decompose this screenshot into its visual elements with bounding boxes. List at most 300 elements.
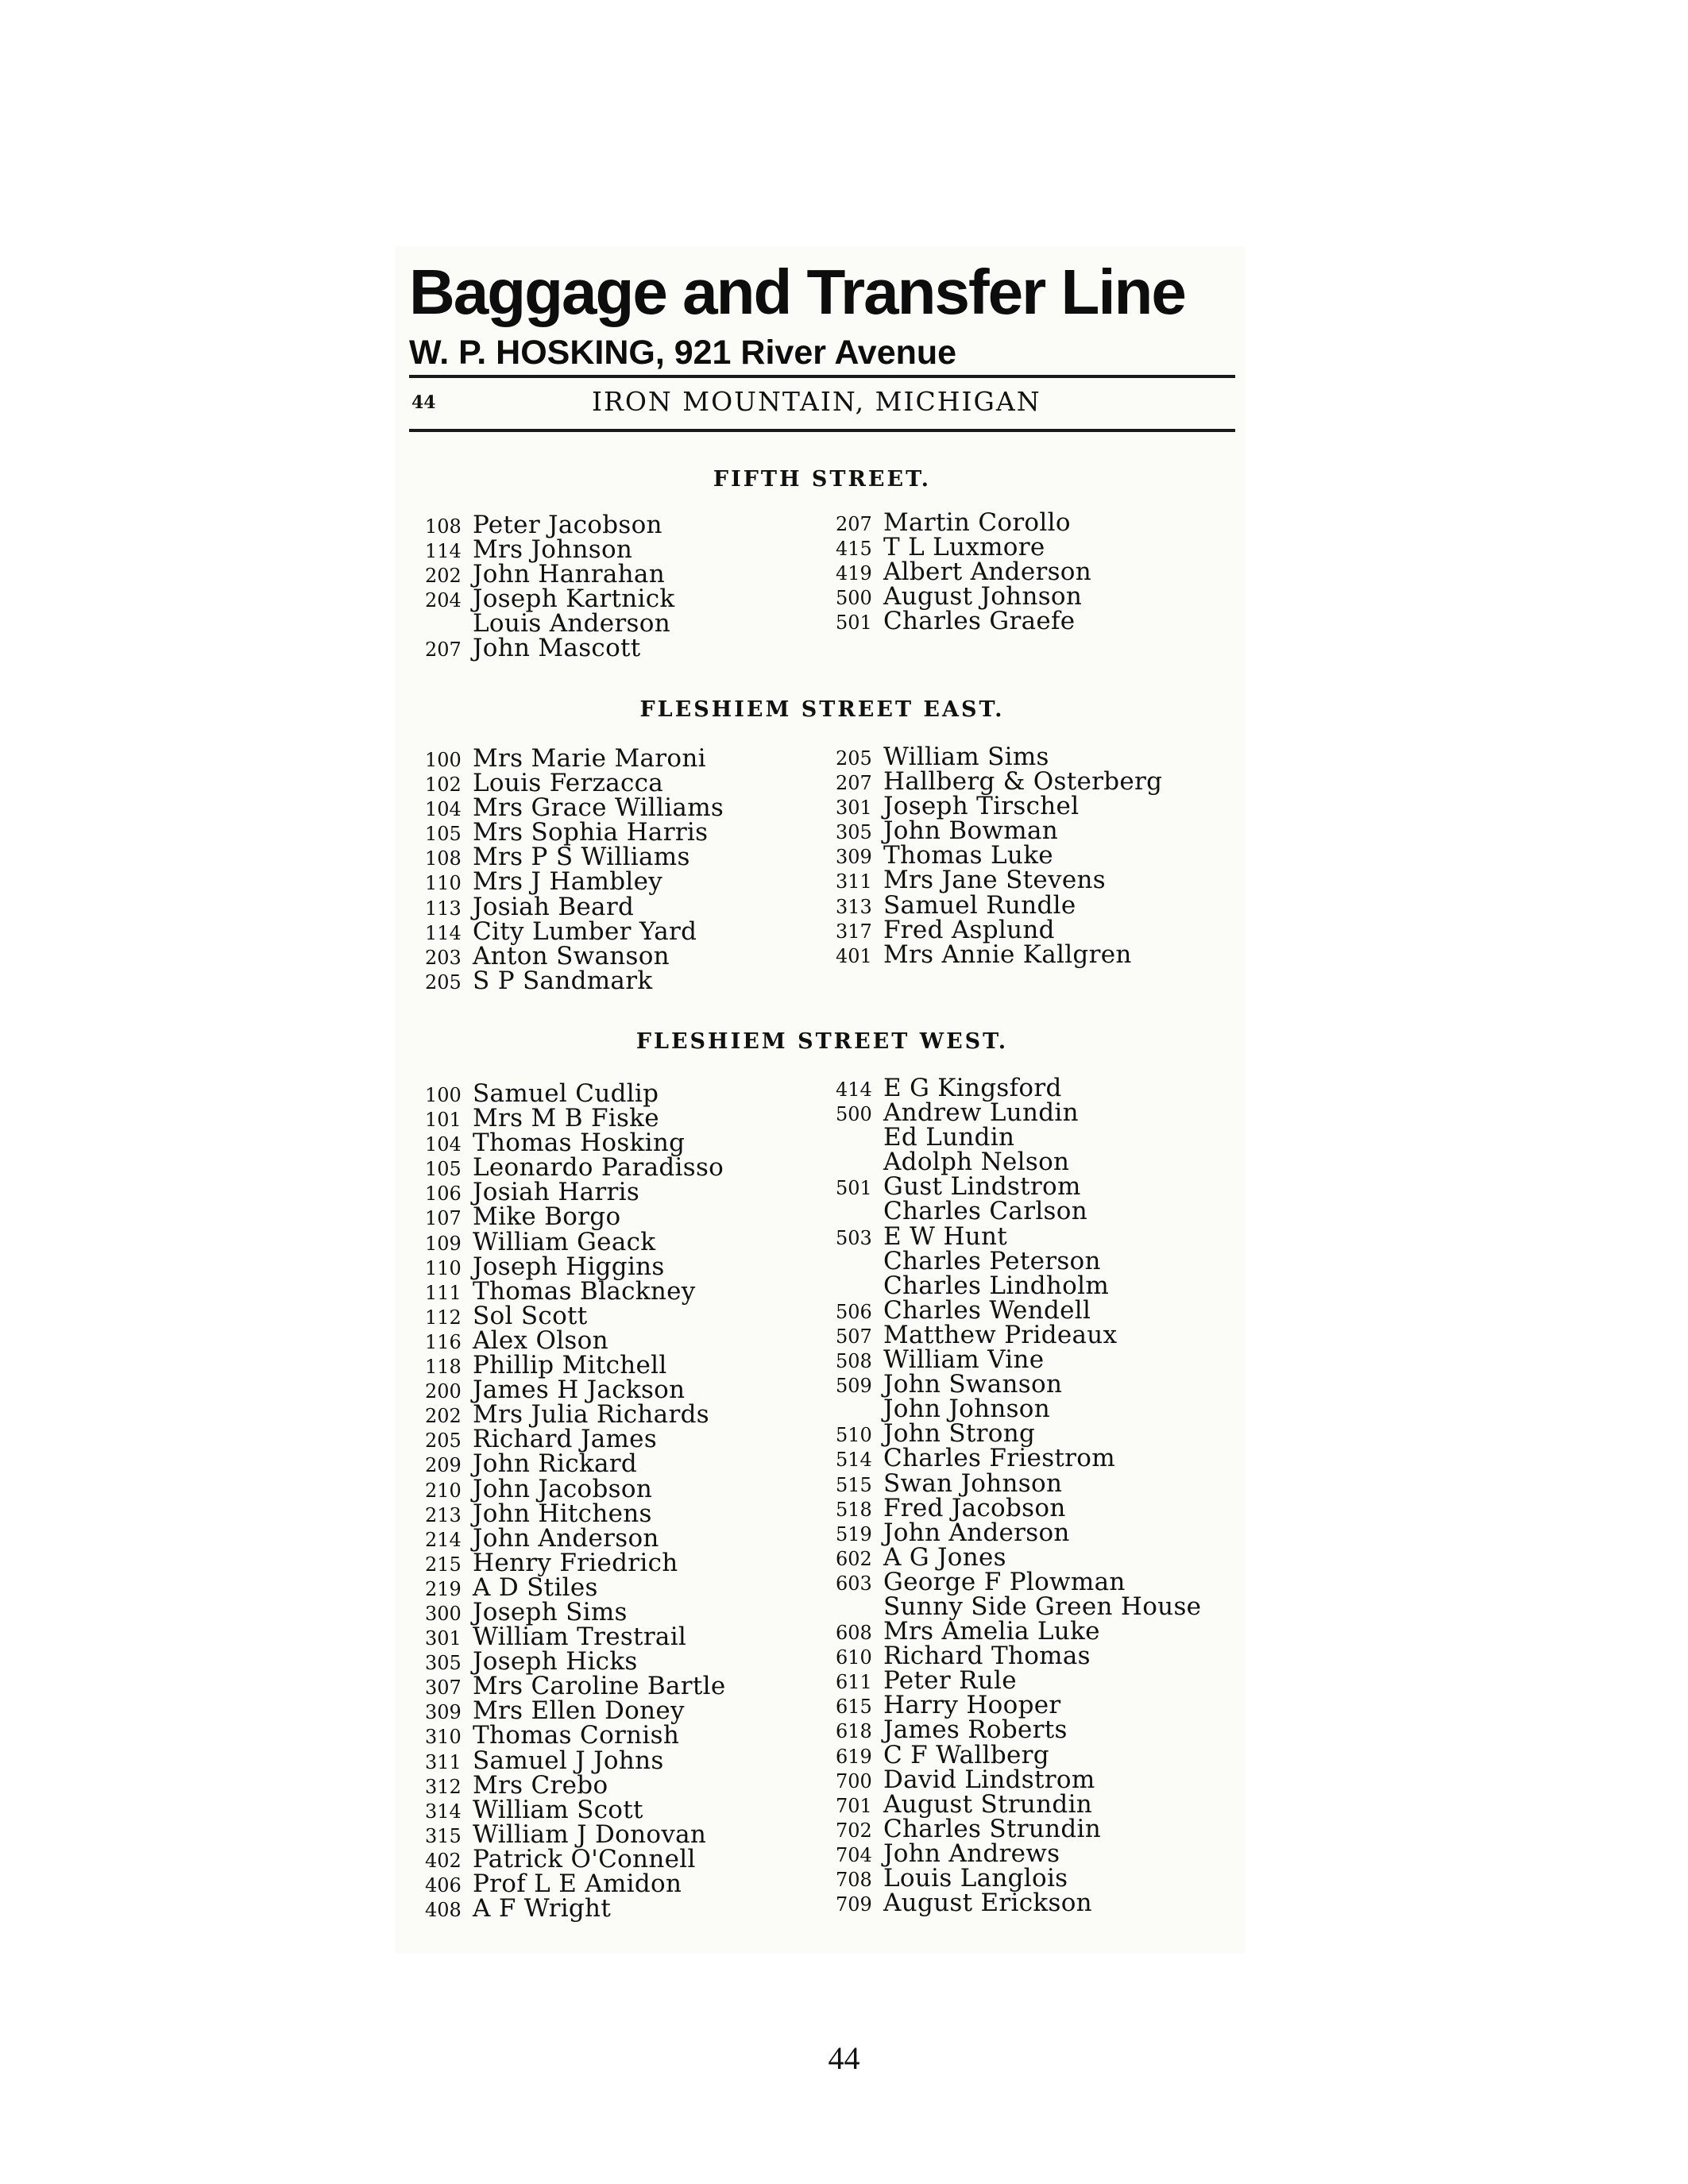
fifth-street-left-column bbox=[425, 513, 674, 662]
house-number: 700 bbox=[836, 1769, 872, 1792]
house-number: 702 bbox=[836, 1819, 872, 1842]
directory-entry bbox=[425, 1770, 726, 1800]
resident-name: E W Hunt bbox=[883, 1221, 1008, 1251]
house-number: 305 bbox=[836, 821, 872, 844]
resident-name: Sol Scott bbox=[473, 1301, 588, 1330]
fleshiem-west-right-column bbox=[836, 1076, 1201, 1916]
resident-name: Joseph Hicks bbox=[473, 1647, 638, 1677]
house-number: 619 bbox=[836, 1745, 872, 1768]
directory-entry bbox=[425, 1523, 726, 1553]
directory-entry bbox=[836, 1814, 1201, 1843]
directory-entry bbox=[836, 890, 1162, 920]
directory-entry bbox=[425, 1572, 726, 1602]
directory-entry bbox=[836, 1076, 1201, 1101]
house-number: 105 bbox=[425, 1158, 462, 1181]
directory-entry bbox=[425, 1400, 726, 1430]
resident-name: Louis Langlois bbox=[883, 1864, 1068, 1893]
directory-entry bbox=[836, 816, 1162, 846]
resident-name: Josiah Beard bbox=[473, 892, 635, 921]
resident-name: John Anderson bbox=[883, 1518, 1070, 1547]
fleshiem-east-left-column bbox=[425, 744, 724, 995]
house-number: 202 bbox=[425, 1405, 462, 1428]
house-number: 305 bbox=[425, 1652, 462, 1675]
house-number: 106 bbox=[425, 1183, 462, 1206]
directory-entry bbox=[836, 1320, 1201, 1349]
house-number: 111 bbox=[425, 1281, 462, 1304]
resident-name: John Andrews bbox=[883, 1839, 1060, 1868]
resident-name: Albert Anderson bbox=[883, 558, 1092, 587]
directory-entry bbox=[836, 1693, 1201, 1718]
resident-name: Mike Borgo bbox=[473, 1202, 621, 1232]
directory-entry bbox=[425, 941, 724, 970]
house-number: 618 bbox=[836, 1720, 872, 1743]
resident-name: Joseph Tirschel bbox=[883, 792, 1080, 821]
house-number: 118 bbox=[425, 1356, 462, 1379]
resident-name: Mrs Johnson bbox=[473, 535, 633, 565]
directory-entry bbox=[836, 843, 1162, 868]
resident-name: Peter Rule bbox=[883, 1666, 1017, 1696]
resident-name: Louis Ferzacca bbox=[473, 769, 664, 798]
directory-entry bbox=[425, 1674, 726, 1699]
house-number: 116 bbox=[425, 1330, 462, 1353]
house-number: 108 bbox=[425, 515, 462, 538]
resident-name: Mrs Grace Williams bbox=[473, 793, 724, 823]
resident-name: E G Kingsford bbox=[883, 1074, 1062, 1102]
resident-name: Andrew Lundin bbox=[883, 1098, 1079, 1128]
directory-entry bbox=[425, 1153, 726, 1183]
directory-entry bbox=[425, 1894, 726, 1924]
directory-entry bbox=[425, 1427, 726, 1452]
house-number: 105 bbox=[425, 823, 462, 846]
directory-entry bbox=[425, 1353, 726, 1378]
resident-name: Mrs Julia Richards bbox=[473, 1400, 709, 1430]
house-number: 100 bbox=[425, 749, 462, 771]
house-number: 500 bbox=[836, 587, 872, 610]
directory-entry bbox=[836, 1295, 1201, 1325]
resident-name: William J Donovan bbox=[473, 1819, 707, 1849]
resident-name: William Geack bbox=[473, 1227, 656, 1256]
house-number: 213 bbox=[425, 1503, 462, 1526]
directory-entry bbox=[425, 562, 674, 587]
house-number: 101 bbox=[425, 1109, 462, 1132]
house-number: 507 bbox=[836, 1325, 872, 1348]
resident-name: Fred Asplund bbox=[883, 915, 1055, 944]
resident-name: Mrs Ellen Doney bbox=[473, 1696, 685, 1726]
resident-name: John Swanson bbox=[883, 1370, 1063, 1399]
directory-entry bbox=[836, 1567, 1201, 1596]
directory-entry bbox=[425, 892, 724, 921]
resident-name: Thomas Luke bbox=[883, 841, 1053, 870]
house-number: 219 bbox=[425, 1577, 462, 1600]
resident-name: Samuel Rundle bbox=[883, 890, 1076, 920]
directory-entry bbox=[836, 1644, 1201, 1669]
resident-name: Charles Peterson bbox=[883, 1246, 1101, 1275]
house-number: 501 bbox=[836, 612, 872, 635]
directory-entry bbox=[425, 1474, 726, 1503]
house-number: 114 bbox=[425, 921, 462, 944]
house-number: 611 bbox=[836, 1671, 872, 1694]
resident-name: Leonardo Paradisso bbox=[473, 1153, 724, 1183]
house-number: 102 bbox=[425, 774, 462, 797]
directory-entry bbox=[836, 794, 1162, 819]
house-number: 109 bbox=[425, 1232, 462, 1255]
resident-name: John Hanrahan bbox=[473, 560, 665, 589]
house-number: 207 bbox=[836, 513, 872, 535]
resident-name: Charles Carlson bbox=[883, 1197, 1087, 1226]
house-number: 100 bbox=[425, 1084, 462, 1106]
directory-entry bbox=[836, 1518, 1201, 1547]
resident-name: Prof L E Amidon bbox=[473, 1870, 682, 1898]
resident-name: Alex Olson bbox=[473, 1325, 608, 1355]
resident-name: John Bowman bbox=[883, 816, 1058, 846]
house-number: 313 bbox=[836, 895, 872, 918]
resident-name: S P Sandmark bbox=[473, 966, 653, 995]
directory-entry bbox=[425, 513, 674, 538]
directory-entry bbox=[836, 609, 1091, 634]
directory-entry bbox=[836, 1199, 1201, 1224]
directory-entry bbox=[425, 1872, 726, 1897]
directory-entry bbox=[425, 916, 724, 946]
directory-entry bbox=[425, 609, 674, 639]
resident-name: Mrs Crebo bbox=[473, 1770, 608, 1800]
house-number: 602 bbox=[836, 1547, 872, 1570]
directory-entry bbox=[425, 1301, 726, 1330]
running-head-city: IRON MOUNTAIN, MICHIGAN bbox=[592, 386, 1041, 417]
resident-name: Mrs Caroline Bartle bbox=[473, 1672, 726, 1701]
directory-entry bbox=[425, 1819, 726, 1849]
house-number: 315 bbox=[425, 1824, 462, 1847]
resident-name: Joseph Kartnick bbox=[473, 585, 675, 614]
resident-name: Charles Friestrom bbox=[883, 1444, 1115, 1473]
directory-entry bbox=[425, 1180, 726, 1205]
directory-entry bbox=[425, 1378, 726, 1403]
house-number: 414 bbox=[836, 1078, 872, 1101]
house-number: 317 bbox=[836, 920, 872, 943]
directory-entry bbox=[425, 867, 724, 897]
resident-name: Mrs P S Williams bbox=[473, 843, 690, 872]
resident-name: T L Luxmore bbox=[883, 533, 1045, 562]
directory-entry bbox=[425, 1696, 726, 1726]
resident-name: William Trestrail bbox=[473, 1623, 687, 1652]
house-number: 510 bbox=[836, 1424, 872, 1447]
directory-entry bbox=[425, 1449, 726, 1479]
directory-entry bbox=[836, 1715, 1201, 1745]
directory-entry bbox=[836, 868, 1162, 893]
directory-entry bbox=[836, 1172, 1201, 1202]
directory-entry bbox=[836, 1891, 1201, 1916]
house-number: 205 bbox=[425, 1430, 462, 1453]
resident-name: Joseph Sims bbox=[473, 1597, 628, 1626]
directory-entry bbox=[836, 1765, 1201, 1794]
house-number: 114 bbox=[425, 540, 462, 563]
resident-name: A F Wright bbox=[473, 1894, 612, 1924]
house-number: 518 bbox=[836, 1498, 872, 1521]
section-title-fleshiem-street-west: FLESHIEM STREET WEST. bbox=[635, 1029, 1009, 1054]
directory-entry bbox=[836, 940, 1162, 969]
directory-entry bbox=[425, 1548, 726, 1577]
directory-entry bbox=[836, 1493, 1201, 1522]
resident-name: Thomas Cornish bbox=[473, 1721, 680, 1750]
house-number: 112 bbox=[425, 1306, 462, 1329]
resident-name: Joseph Higgins bbox=[473, 1252, 665, 1281]
house-number: 110 bbox=[425, 872, 462, 895]
house-number: 215 bbox=[425, 1553, 462, 1576]
house-number: 501 bbox=[836, 1177, 872, 1200]
directory-entry bbox=[425, 845, 724, 870]
directory-entry bbox=[836, 1271, 1201, 1300]
house-number: 209 bbox=[425, 1454, 462, 1477]
directory-entry bbox=[836, 1098, 1201, 1128]
resident-name: John Johnson bbox=[883, 1395, 1051, 1424]
house-number: 500 bbox=[836, 1103, 872, 1126]
resident-name: Thomas Blackney bbox=[473, 1276, 696, 1306]
house-number: 307 bbox=[425, 1677, 462, 1700]
directory-entry bbox=[425, 744, 724, 773]
resident-name: William Vine bbox=[883, 1345, 1045, 1375]
house-number: 401 bbox=[836, 944, 872, 967]
resident-name: August Strundin bbox=[883, 1789, 1093, 1819]
resident-name: Harry Hooper bbox=[883, 1691, 1061, 1720]
resident-name: Martin Corollo bbox=[883, 508, 1071, 537]
house-number: 204 bbox=[425, 589, 462, 612]
house-number: 415 bbox=[836, 538, 872, 561]
house-number: 402 bbox=[425, 1849, 462, 1872]
house-number: 312 bbox=[425, 1775, 462, 1798]
house-number: 419 bbox=[836, 562, 872, 585]
resident-name: Mrs Jane Stevens bbox=[883, 866, 1106, 895]
house-number: 104 bbox=[425, 798, 462, 821]
advert-subtitle: W. P. HOSKING, 921 River Avenue bbox=[409, 334, 957, 372]
resident-name: Mrs Marie Maroni bbox=[473, 744, 706, 773]
resident-name: Mrs J Hambley bbox=[473, 867, 663, 897]
resident-name: Mrs Annie Kallgren bbox=[883, 940, 1132, 969]
resident-name: Charles Strundin bbox=[883, 1814, 1101, 1843]
house-number: 202 bbox=[425, 565, 462, 588]
resident-name: John Strong bbox=[883, 1419, 1036, 1449]
house-number: 113 bbox=[425, 897, 462, 920]
resident-name: John Jacobson bbox=[473, 1474, 653, 1503]
directory-entry bbox=[425, 1325, 726, 1355]
fifth-street-right-column bbox=[836, 508, 1092, 636]
running-page-number: 44 bbox=[411, 392, 436, 413]
directory-entry bbox=[836, 560, 1091, 585]
house-number: 519 bbox=[836, 1522, 872, 1545]
section-title-fifth-street: FIFTH STREET. bbox=[713, 467, 932, 492]
resident-name: Phillip Mitchell bbox=[473, 1351, 667, 1380]
house-number: 314 bbox=[425, 1800, 462, 1823]
house-number: 615 bbox=[836, 1696, 872, 1719]
advert-title: Baggage and Transfer Line bbox=[409, 257, 1185, 327]
directory-entry bbox=[425, 1597, 726, 1626]
house-number: 205 bbox=[425, 970, 462, 994]
resident-name: Mrs M B Fiske bbox=[473, 1104, 659, 1133]
house-number: 515 bbox=[836, 1473, 872, 1496]
resident-name: A D Stiles bbox=[473, 1572, 598, 1602]
directory-entry bbox=[425, 820, 724, 845]
resident-name: George F Plowman bbox=[883, 1567, 1126, 1596]
resident-name: August Erickson bbox=[883, 1889, 1092, 1918]
resident-name: William Scott bbox=[473, 1795, 643, 1824]
resident-name: John Mascott bbox=[473, 634, 641, 663]
house-number: 709 bbox=[836, 1893, 872, 1916]
resident-name: Louis Anderson bbox=[473, 609, 670, 639]
directory-entry bbox=[425, 1625, 726, 1650]
directory-entry bbox=[836, 1246, 1201, 1275]
house-number: 701 bbox=[836, 1794, 872, 1817]
directory-entry bbox=[836, 1372, 1201, 1397]
resident-name: James H Jackson bbox=[473, 1376, 686, 1405]
directory-entry bbox=[836, 1397, 1201, 1422]
resident-name: Ed Lundin bbox=[883, 1123, 1015, 1152]
house-number: 108 bbox=[425, 847, 462, 870]
house-number: 107 bbox=[425, 1207, 462, 1230]
directory-entry bbox=[836, 508, 1091, 537]
house-number: 104 bbox=[425, 1133, 462, 1156]
resident-name: John Anderson bbox=[473, 1523, 659, 1553]
directory-entry bbox=[425, 1252, 726, 1281]
resident-name: Hallberg & Osterberg bbox=[883, 767, 1163, 797]
house-number: 311 bbox=[425, 1750, 462, 1773]
section-title-fleshiem-street-east: FLESHIEM STREET EAST. bbox=[639, 697, 1005, 722]
house-number: 203 bbox=[425, 946, 462, 969]
footer-page-number: 44 bbox=[828, 2040, 860, 2076]
house-number: 508 bbox=[836, 1350, 872, 1373]
house-number: 300 bbox=[425, 1602, 462, 1625]
resident-name: Matthew Prideaux bbox=[883, 1320, 1118, 1349]
directory-entry bbox=[836, 1542, 1201, 1572]
resident-name: Charles Graefe bbox=[883, 607, 1076, 636]
directory-entry bbox=[836, 1468, 1201, 1498]
house-number: 207 bbox=[425, 639, 462, 662]
resident-name: Charles Wendell bbox=[883, 1295, 1091, 1325]
house-number: 406 bbox=[425, 1874, 462, 1897]
directory-entry bbox=[425, 1202, 726, 1232]
house-number: 608 bbox=[836, 1622, 872, 1645]
directory-entry bbox=[836, 1125, 1201, 1150]
resident-name: Peter Jacobson bbox=[473, 511, 662, 539]
directory-entry bbox=[836, 582, 1091, 612]
directory-entry bbox=[425, 1276, 726, 1306]
resident-name: Charles Lindholm bbox=[883, 1271, 1110, 1300]
house-number: 708 bbox=[836, 1869, 872, 1891]
directory-entry bbox=[425, 535, 674, 565]
resident-name: John Rickard bbox=[473, 1449, 638, 1479]
resident-name: Mrs Sophia Harris bbox=[473, 818, 709, 847]
resident-name: August Johnson bbox=[883, 582, 1083, 612]
directory-entry bbox=[836, 1839, 1201, 1868]
house-number: 214 bbox=[425, 1528, 462, 1551]
directory-entry bbox=[836, 1446, 1201, 1471]
resident-name: City Lumber Yard bbox=[473, 916, 697, 946]
directory-entry bbox=[836, 1666, 1201, 1696]
directory-entry bbox=[425, 1746, 726, 1775]
resident-name: Swan Johnson bbox=[883, 1468, 1063, 1498]
resident-name: Fred Jacobson bbox=[883, 1493, 1066, 1522]
top-rule bbox=[409, 375, 1235, 378]
directory-entry bbox=[425, 1131, 726, 1156]
house-number: 610 bbox=[836, 1646, 872, 1669]
house-number: 704 bbox=[836, 1843, 872, 1866]
directory-entry bbox=[836, 767, 1163, 797]
fleshiem-west-left-column bbox=[425, 1079, 726, 1924]
resident-name: Patrick O'Connell bbox=[473, 1844, 696, 1873]
directory-entry bbox=[836, 535, 1091, 560]
resident-name: William Sims bbox=[883, 743, 1049, 771]
directory-entry bbox=[425, 1499, 726, 1528]
resident-name: Anton Swanson bbox=[473, 941, 670, 970]
resident-name: Thomas Hosking bbox=[473, 1129, 686, 1158]
bottom-rule bbox=[409, 429, 1235, 432]
directory-entry bbox=[425, 1106, 726, 1131]
house-number: 110 bbox=[425, 1256, 462, 1279]
house-number: 509 bbox=[836, 1375, 872, 1398]
resident-name: Sunny Side Green House bbox=[883, 1592, 1202, 1621]
directory-entry bbox=[425, 1647, 726, 1677]
resident-name: Henry Friedrich bbox=[473, 1548, 678, 1577]
house-number: 309 bbox=[836, 846, 872, 869]
house-number: 506 bbox=[836, 1300, 872, 1323]
house-number: 309 bbox=[425, 1701, 462, 1724]
directory-entry bbox=[425, 1723, 726, 1748]
resident-name: Mrs Amelia Luke bbox=[883, 1617, 1100, 1646]
fleshiem-east-right-column bbox=[836, 745, 1162, 967]
directory-entry bbox=[425, 1795, 726, 1824]
house-number: 207 bbox=[836, 772, 872, 795]
resident-name: Richard Thomas bbox=[883, 1642, 1091, 1671]
house-number: 603 bbox=[836, 1572, 872, 1595]
directory-entry bbox=[425, 1227, 726, 1256]
resident-name: Gust Lindstrom bbox=[883, 1172, 1081, 1202]
house-number: 210 bbox=[425, 1479, 462, 1502]
directory-entry bbox=[425, 1844, 726, 1873]
directory-entry bbox=[425, 587, 674, 612]
resident-name: A G Jones bbox=[883, 1542, 1006, 1572]
directory-entry bbox=[836, 1789, 1201, 1819]
directory-entry bbox=[836, 1866, 1201, 1891]
directory-entry bbox=[836, 1345, 1201, 1375]
house-number: 514 bbox=[836, 1449, 872, 1472]
resident-name: Samuel J Johns bbox=[473, 1746, 664, 1775]
directory-entry bbox=[836, 1619, 1201, 1644]
directory-entry bbox=[425, 793, 724, 823]
resident-name: Samuel Cudlip bbox=[473, 1079, 659, 1108]
resident-name: James Roberts bbox=[883, 1715, 1068, 1745]
house-number: 301 bbox=[425, 1627, 462, 1650]
resident-name: David Lindstrom bbox=[883, 1765, 1095, 1794]
directory-entry bbox=[425, 636, 674, 661]
house-number: 200 bbox=[425, 1380, 462, 1403]
directory-entry bbox=[836, 1221, 1201, 1251]
house-number: 311 bbox=[836, 870, 872, 893]
directory-entry bbox=[836, 1740, 1201, 1769]
directory-entry bbox=[836, 915, 1162, 944]
resident-name: C F Wallberg bbox=[883, 1740, 1049, 1769]
directory-entry bbox=[425, 966, 724, 995]
resident-name: Adolph Nelson bbox=[883, 1148, 1070, 1177]
resident-name: Richard James bbox=[473, 1425, 658, 1454]
house-number: 503 bbox=[836, 1226, 872, 1249]
house-number: 205 bbox=[836, 747, 872, 770]
resident-name: John Hitchens bbox=[473, 1499, 652, 1528]
directory-entry bbox=[836, 1419, 1201, 1449]
directory-entry bbox=[836, 745, 1162, 770]
house-number: 310 bbox=[425, 1726, 462, 1749]
directory-entry bbox=[425, 771, 724, 796]
house-number: 408 bbox=[425, 1899, 462, 1922]
house-number: 301 bbox=[836, 797, 872, 820]
directory-entry bbox=[836, 1150, 1201, 1175]
directory-entry bbox=[836, 1592, 1202, 1621]
